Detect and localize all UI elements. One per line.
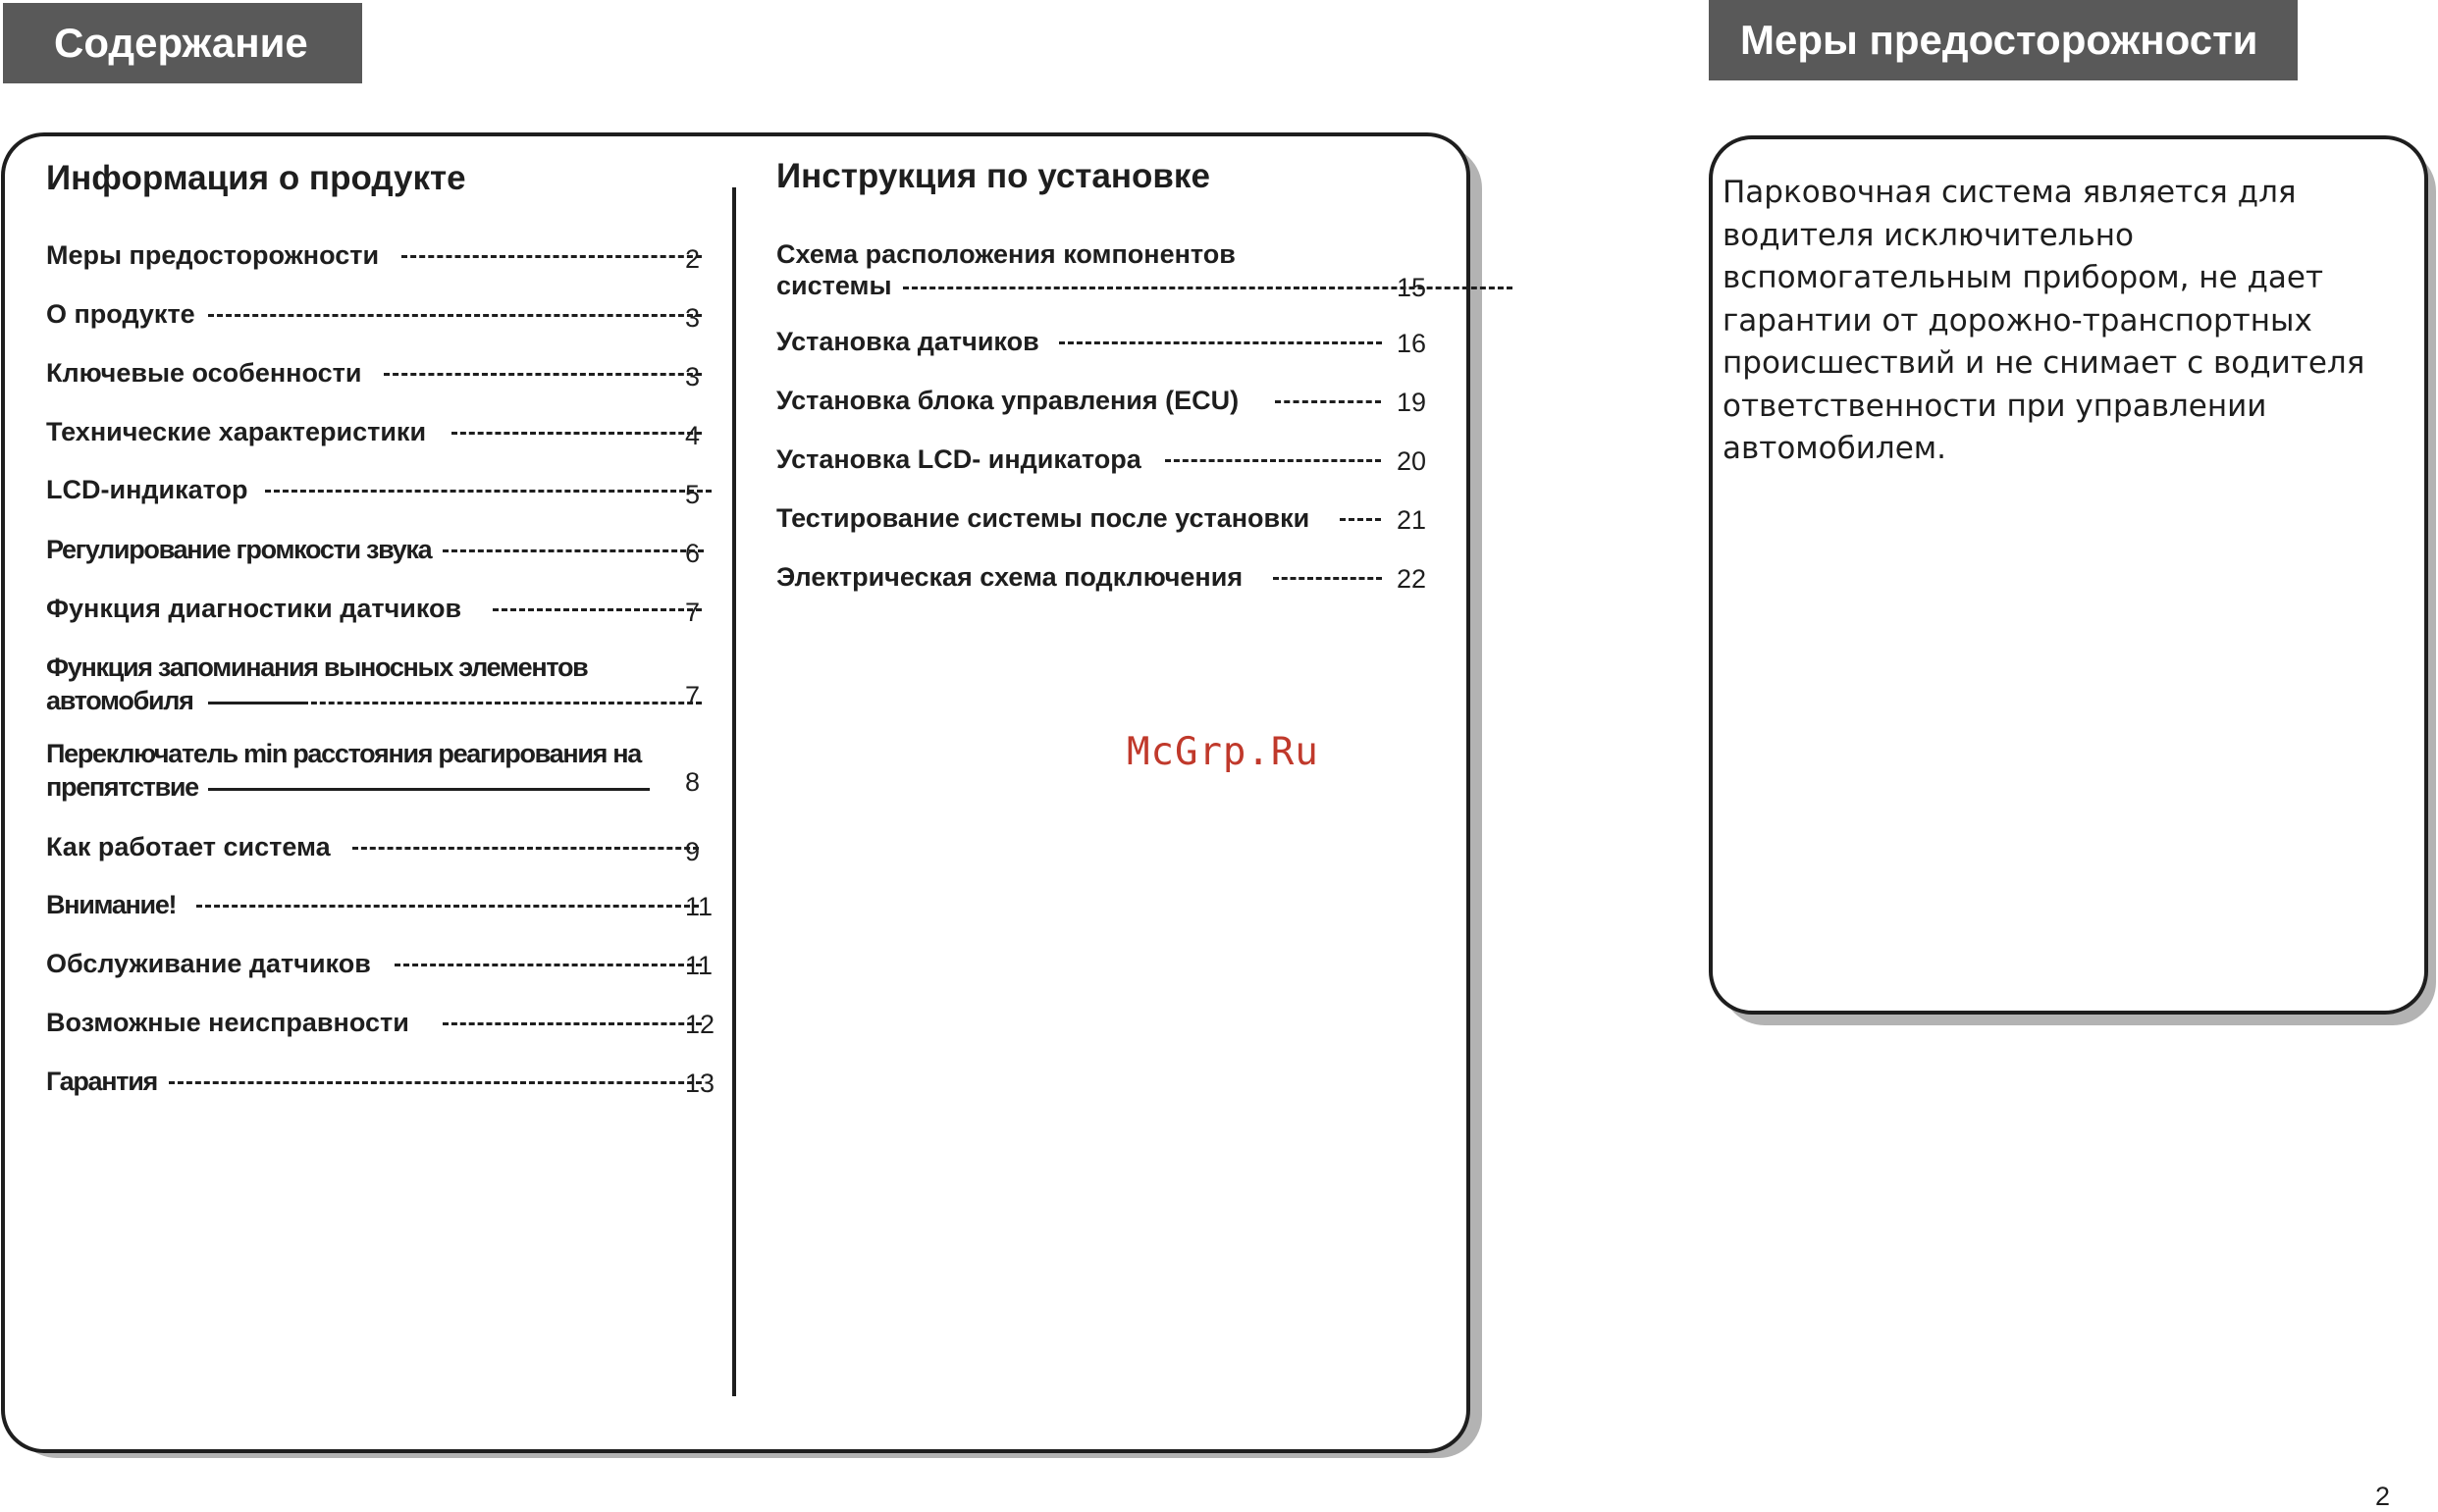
watermark: McGrp.Ru	[1127, 730, 1319, 774]
toc-leader	[196, 905, 699, 908]
toc-item-page: 6	[685, 539, 701, 568]
page-number: 2	[2375, 1482, 2391, 1511]
precautions-text: Парковочная система является для водителя исключительно вспомогательным прибором, не дает гарантии от дорожно-транспортных происшествий и не снимает с водителя ответственности при управлении автомобилем.	[1722, 175, 2365, 466]
toc-leader	[302, 702, 702, 704]
toc-leader	[1165, 459, 1381, 462]
toc-leader-solid	[208, 702, 302, 704]
toc-item-page: 7	[685, 681, 701, 710]
toc-item-page: 13	[685, 1069, 716, 1098]
toc-leader	[352, 847, 699, 850]
toc-leader	[401, 255, 702, 258]
precautions-tab: Меры предосторожности	[1709, 0, 2298, 80]
toc-item-label: Электрическая схема подключения	[776, 562, 1244, 592]
toc-item-label: Регулирование громкости звука	[46, 535, 432, 564]
toc-leader	[265, 490, 712, 493]
toc-item-page: 22	[1397, 564, 1427, 594]
toc-item-label: Технические характеристики	[46, 417, 427, 446]
toc-leader	[493, 608, 702, 611]
toc-leader	[443, 549, 704, 552]
toc-leader	[1059, 341, 1382, 344]
toc-item-label-line1: Переключатель min расстояния реагирования на	[46, 739, 642, 768]
toc-item-label-line2: автомобиля	[46, 686, 193, 715]
toc-item-page: 12	[685, 1010, 716, 1039]
toc-item-label: Ключевые особенности	[46, 358, 362, 388]
toc-item-page: 16	[1397, 329, 1427, 358]
toc-leader	[169, 1081, 702, 1084]
toc-item-page: 9	[685, 837, 701, 866]
toc-item-page: 7	[685, 598, 701, 627]
toc-item-label-line2: препятствие	[46, 772, 198, 802]
toc-leader	[451, 432, 702, 435]
toc-item-page: 15	[1397, 273, 1427, 302]
toc-leader-solid	[208, 788, 650, 791]
toc-item-page: 4	[685, 421, 701, 450]
toc-item-page: 2	[685, 244, 701, 274]
toc-item-page: 20	[1397, 446, 1427, 476]
toc-item-label: Меры предосторожности	[46, 240, 380, 270]
toc-item-label: Тестирование системы после установки	[776, 503, 1310, 533]
toc-item-page: 21	[1397, 505, 1427, 535]
toc-item-page: 11	[685, 951, 714, 980]
column-divider	[732, 187, 736, 1396]
toc-item-label: Как работает система	[46, 832, 331, 861]
toc-leader	[1275, 400, 1381, 403]
toc-item-label: Гарантия	[46, 1067, 157, 1096]
toc-item-page: 3	[685, 303, 701, 333]
toc-item-label: LCD-индикатор	[46, 475, 248, 504]
toc-leader	[208, 314, 702, 317]
toc-item-label: Установка датчиков	[776, 327, 1039, 356]
contents-tab: Содержание	[3, 3, 362, 83]
toc-item-label: Обслуживание датчиков	[46, 949, 371, 978]
toc-item-label-line2: системы	[776, 271, 892, 300]
product-info-heading: Информация о продукте	[46, 159, 466, 197]
toc-item-page: 19	[1397, 388, 1427, 417]
toc-leader	[1340, 518, 1381, 521]
toc-item-label: Внимание!	[46, 890, 177, 919]
toc-item-page: 8	[685, 767, 701, 797]
toc-item-page: 11	[685, 892, 714, 921]
toc-leader	[1273, 577, 1382, 580]
toc-item-label: О продукте	[46, 299, 195, 329]
installation-heading: Инструкция по установке	[776, 157, 1210, 195]
toc-item-label: Функция диагностики датчиков	[46, 594, 462, 623]
toc-item-page: 5	[685, 480, 701, 509]
toc-item-label: Установка LCD- индикатора	[776, 444, 1141, 474]
toc-item-page: 3	[685, 362, 701, 391]
toc-item-label-line1: Схема расположения компонентов	[776, 239, 1236, 269]
toc-item-label: Установка блока управления (ECU)	[776, 386, 1240, 415]
toc-leader	[443, 1022, 702, 1025]
toc-leader	[384, 373, 702, 376]
toc-item-label-line1: Функция запоминания выносных элементов	[46, 652, 588, 682]
toc-leader	[395, 964, 702, 966]
toc-item-label: Возможные неисправности	[46, 1008, 409, 1037]
